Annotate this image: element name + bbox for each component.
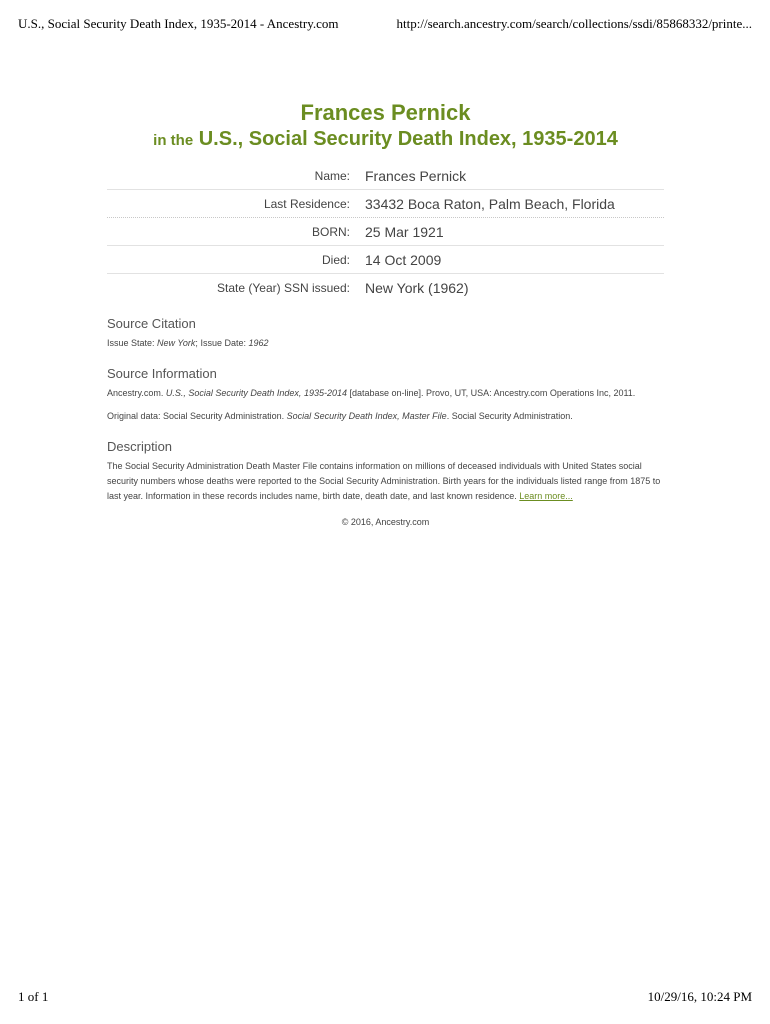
source-database-title: U.S., Social Security Death Index, 1935-2014 [165,388,347,398]
issue-date-label: Issue Date: [200,338,246,348]
source-information-section [107,365,664,424]
record-title [107,100,664,154]
fact-row-name [107,162,664,190]
collection-title: U.S., Social Security Death Index, 1935-2014 [198,128,618,150]
source-citation-heading: Source Citation [107,316,196,331]
fact-row-ssn-issued [107,274,664,301]
description-text [107,459,664,504]
issue-state-label: Issue State: [107,338,155,348]
fact-value: 33432 Boca Raton, Palm Beach, Florida [365,195,615,212]
print-url: http://search.ancestry.com/search/collections/ssdi/85868332/printe... [396,16,752,31]
fact-label: Last Residence: [263,196,350,211]
source-publisher: Ancestry.com. [107,388,164,398]
in-the-label: in the [153,132,194,149]
fact-row-died [107,246,664,274]
fact-row-born [107,218,664,246]
person-name-heading: Frances Pernick [300,100,471,125]
original-data-title: Social Security Death Index, Master File [286,411,447,421]
source-information-line-2 [107,409,664,424]
description-heading: Description [107,439,173,454]
citation-separator: ; [195,338,198,348]
issue-date-value: 1962 [248,338,269,348]
printed-timestamp: 10/29/16, 10:24 PM [647,989,752,1004]
print-header [18,16,752,34]
fact-label: Died: [321,252,350,267]
source-citation-text [107,336,664,351]
fact-value: New York (1962) [365,279,469,296]
source-information-heading: Source Information [107,366,217,381]
fact-label: Name: [314,168,350,183]
source-citation-section [107,315,664,351]
copyright-notice: © 2016, Ancestry.com [341,517,430,527]
fact-label: State (Year) SSN issued: [217,280,350,295]
fact-value: Frances Pernick [365,167,467,184]
record-facts-table [107,162,664,301]
fact-value: 14 Oct 2009 [365,251,442,268]
record-content [107,100,664,527]
page-count: 1 of 1 [18,989,49,1004]
fact-row-last-residence [107,190,664,218]
description-section [107,438,664,504]
print-page-title: U.S., Social Security Death Index, 1935-2014 - Ancestry.com [18,16,339,31]
original-data-label: Original data: Social Security Administration. [107,411,285,421]
issue-state-value: New York [157,338,196,348]
source-information-line-1 [107,386,664,401]
print-footer [18,989,752,1007]
collection-heading [107,126,664,154]
source-publication-details: [database on-line]. Provo, UT, USA: Ancestry.com Operations Inc, 2011. [349,388,636,398]
fact-label: BORN: [311,224,350,239]
original-data-suffix: . Social Security Administration. [446,411,573,421]
fact-value: 25 Mar 1921 [365,223,444,240]
description-body: The Social Security Administration Death Master File contains information on millions of deceased individuals with United States social security numbers whose deaths were reported to the Social Security Administration. Birth years for the individuals listed range from 1875 to last year. Information in these records includes name, birth date, death date, and last known residence. [107,461,661,501]
learn-more-link[interactable]: Learn more... [519,491,573,501]
